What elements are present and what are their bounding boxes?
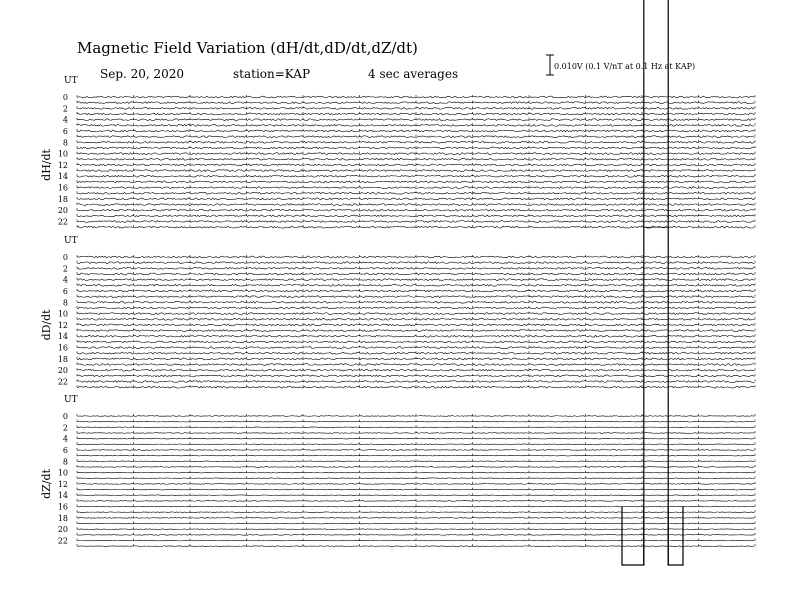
scale-bar xyxy=(546,55,695,75)
panel-dz-dt xyxy=(40,395,755,547)
ut-label: UT xyxy=(64,395,78,405)
spike-overlays xyxy=(622,0,683,565)
hour-label: 10 xyxy=(57,309,68,319)
hour-label: 16 xyxy=(57,343,68,353)
ut-label: UT xyxy=(64,76,78,86)
hour-label: 12 xyxy=(57,320,68,330)
hour-label: 0 xyxy=(62,253,68,262)
hour-label: 22 xyxy=(57,217,68,227)
hour-label: 16 xyxy=(57,183,68,193)
hour-label: 20 xyxy=(57,366,68,376)
panel-dd-dt xyxy=(40,236,755,388)
hour-label: 6 xyxy=(62,445,68,455)
hour-label: 2 xyxy=(62,264,68,274)
date-label: Sep. 20, 2020 xyxy=(100,67,185,81)
trace-panels xyxy=(40,76,755,547)
hour-label: 22 xyxy=(57,377,68,387)
station-label: station=KAP xyxy=(233,67,311,81)
hour-label: 8 xyxy=(62,138,68,148)
hour-label: 0 xyxy=(62,412,68,421)
hour-label: 2 xyxy=(62,423,68,433)
panel-dh-dt xyxy=(40,76,755,228)
ut-label: UT xyxy=(64,236,78,246)
panel-ylabel: dH/dt xyxy=(40,149,53,181)
hour-label: 8 xyxy=(62,298,68,308)
hour-label: 6 xyxy=(62,286,68,296)
panel-ylabel: dZ/dt xyxy=(40,468,53,499)
scale-bar-label: 0.010V (0.1 V/nT at 0.1 Hz at KAP) xyxy=(554,62,696,71)
hour-label: 18 xyxy=(57,513,68,523)
hour-label: 22 xyxy=(57,536,68,546)
hour-label: 10 xyxy=(57,468,68,478)
chart-title: Magnetic Field Variation (dH/dt,dD/dt,dZ/dt) xyxy=(77,39,418,57)
hour-label: 2 xyxy=(62,104,68,114)
hour-label: 14 xyxy=(57,332,68,342)
hour-label: 14 xyxy=(57,172,68,182)
hour-label: 4 xyxy=(62,115,68,125)
hour-label: 4 xyxy=(62,275,68,285)
averaging-label: 4 sec averages xyxy=(368,67,459,81)
panel-ylabel: dD/dt xyxy=(40,309,53,341)
hour-label: 10 xyxy=(57,149,68,159)
hour-label: 8 xyxy=(62,457,68,467)
hour-label: 18 xyxy=(57,194,68,204)
hour-label: 20 xyxy=(57,206,68,216)
hour-label: 12 xyxy=(57,479,68,489)
hour-label: 4 xyxy=(62,434,68,444)
dz-step-excursion xyxy=(622,506,683,565)
hour-label: 16 xyxy=(57,502,68,512)
hour-label: 14 xyxy=(57,491,68,501)
hour-label: 20 xyxy=(57,525,68,535)
hour-label: 12 xyxy=(57,160,68,170)
hour-label: 6 xyxy=(62,126,68,136)
hour-label: 18 xyxy=(57,354,68,364)
hour-label: 0 xyxy=(62,93,68,102)
